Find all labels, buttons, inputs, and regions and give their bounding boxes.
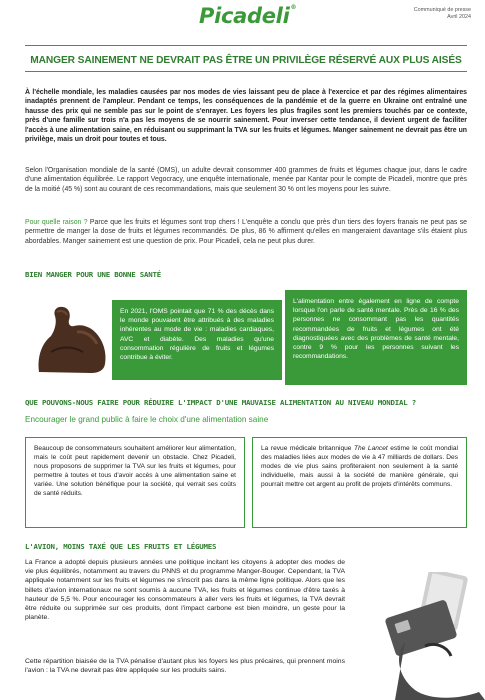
registered-mark: ® [290,4,297,11]
lancet-text-a: La revue médicale britannique [261,445,355,452]
lancet-box [252,437,467,528]
top-divider [25,45,467,46]
section-title-health: BIEN MANGER POUR UNE BONNE SANTÉ [25,270,161,279]
intro-paragraph: À l'échelle mondiale, les maladies causées par nos modes de vies laissant peu de place à l'exercice et par des régimes alimentaires inadaptés prennent de l'ampleur. Pendant ce temps, les conséquences de la pandémie et de la guerre en Ukraine ont entraîné une hausse des prix qui ne semble pas sur le point de s'enrayer. Les foyers les plus fragiles sont les premiers touchés par ce contexte, près d'une famille sur trois n'a pas les moyens de se nourrir sainement. Pour inverser cette tendance, il devient urgent de faciliter l'accès à une alimentation saine, en réduisant ou supprimant la TVA sur les fruits et légumes. Manger sainement ne devrait pas être un privilège, mais un droit pour toutes et tous. [25,89,467,144]
reason-text: Parce que les fruits et légumes sont trop chers ! L'enquête a conclu que près d'un tiers des foyers franais ne peut pas se permettre de manger la dose de fruits et légumes recommandés. De plus, 86 % affirment qu'elles en mangeraient davantage s'ils étaient plus abordables. Manger sainement est une question de prix. Pour Picadeli, cela ne peut plus durer. [25,219,467,245]
lancet-text-b: estime le coût mondial des maladies liées aux modes de vie à 47 milliards de dollars. Des modes de vie plus sains profiteraient non seulement à la santé individuelle, mais aussi à la société de manière générale, qui pourrait mettre cet argent au profit de projets d'intérêts communs. [261,445,458,488]
reason-question: Pour quelle raison ? [25,219,88,226]
who-stat-box: En 2021, l'OMS pointait que 71 % des décès dans le monde pouvaient être attribués à des maladies inhérentes au mode de vie : maladies cardiaques, AVC et diabète. Des maladies qu'une consommation régulière de fruits et légumes contribue à éviter. [112,300,282,380]
who-paragraph: Selon l'Organisation mondiale de la santé (OMS), un adulte devrait consommer 400 grammes de fruits et légumes chaque jour, dans le cadre d'une alimentation équilibrée. Le rapport Vegocracy, une enquête internationale, menée par Kantar pour le compte de Picadeli, montre que près de la moitié (45 %) sont au courant de ces recommandations, mais que seulement 30 % ont les moyens pour les suivre. [25,167,467,193]
lancet-journal-name: The Lancet [354,445,388,452]
remove-vat-box: Beaucoup de consommateurs souhaitent améliorer leur alimentation, mais le coût peut rapidement devenir un obstacle. Chez Picadeli, nous proposons de supprimer la TVA sur les fruits et légumes, pour permettre à toutes et tous d'avoir accès à une alimentation saine et variée. Une solution bénéfique pour la société, qui verrait ses coûts de santé réduits. [25,437,245,528]
section-subtitle-encourage: Encourager le grand public à faire le choix d'une alimentation saine [25,415,269,424]
payment-phone-icon [385,572,485,700]
press-date: Avril 2024 [447,14,471,20]
headline-divider [25,71,467,72]
page-headline: MANGER SAINEMENT NE DEVRAIT PAS ÊTRE UN PRIVILÈGE RÉSERVÉ AUX PLUS AISÉS [30,55,462,66]
vat-bias-paragraph: Cette répartition biaisée de la TVA pénalise d'autant plus les foyers les plus précaires, qui prennent moins l'avion : la TVA ne devrait pas être appliquée sur les produits sains. [25,658,345,675]
brand-name: Picadeli [199,4,290,28]
reason-paragraph [25,218,467,246]
france-paragraph: La France a adopté depuis plusieurs années une politique incitant les citoyens à adopter des modes de vie plus équilibrés, notamment au travers du PNNS et du programme Manger-Bouger. Cependant, la TVA appliquée notamment sur les fruits et légumes ne s'inscrit pas dans la même ligne politique. Alors que les billets d'avion internationaux ne sont soumis à aucune TVA, les fruits et légumes continue d'être taxés à hauteur de 5,5 %. Pour encourager les consommateurs à aller vers les fruits et légumes, la TVA devrait être réduite ou supprimée sur ces produits, dont l'impact carbone est bien moindre, un geste pour la planète. [25,559,345,622]
section-title-impact: QUE POUVONS-NOUS FAIRE POUR RÉDUIRE L'IMPACT D'UNE MAUVAISE ALIMENTATION AU NIVEAU MONDIAL ? [25,398,416,407]
press-info [414,7,471,21]
press-label: Communiqué de presse [413,7,471,13]
flexed-arm-icon [33,300,113,375]
section-title-plane: L'AVION, MOINS TAXÉ QUE LES FRUITS ET LÉGUMES [25,542,217,551]
mental-health-box: L'alimentation entre également en ligne de compte lorsque l'on parle de santé mentale. Près de 16 % des personnes ne consommant pas les quantités recommandées de fruits et légumes ont été diagnostiquées avec des problèmes de santé mentale, contre 9 % pour les personnes suivant les recommandations. [285,290,467,385]
brand-logo [199,4,296,28]
